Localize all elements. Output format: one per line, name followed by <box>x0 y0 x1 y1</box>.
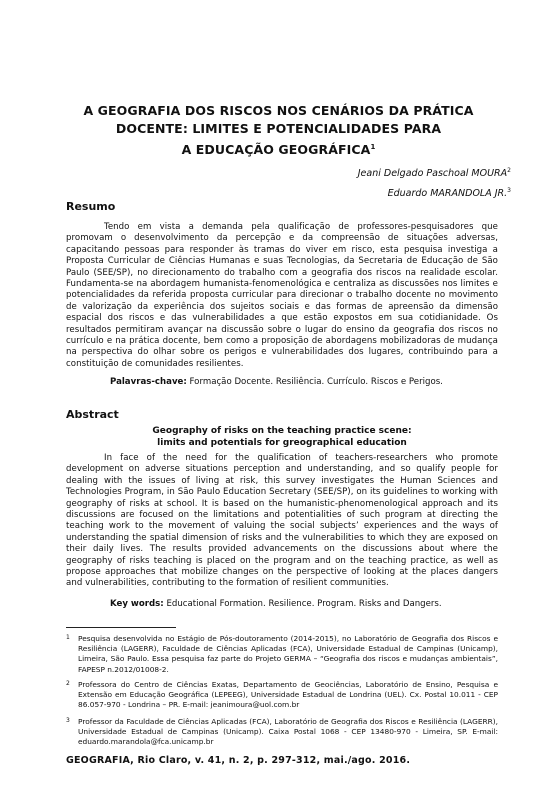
footnote-2-mark: 2 <box>66 680 70 687</box>
resumo-keywords-text: Formação Docente. Resiliência. Currículo. Riscos e Perigos. <box>189 377 443 387</box>
abstract-subtitle-line-1: Geography of risks on the teaching practice scene: <box>152 426 412 436</box>
title-footnote-mark[interactable]: 1 <box>370 143 376 151</box>
footnote-2-text: Professora do Centro de Ciências Exatas, Departamento de Geociências, Laboratório de Ensino, Pesquisa e Extensão em Educação Geográfica (LEPEEG), Universidade Estadual de Londrina (UEL). Cx. Postal 10.011 - CEP 86.057-970 - Londrina – PR. E-mail: jeanimoura@uol.com.br <box>78 680 498 710</box>
abstract-subtitle-line-2: limits and potentials for greographical education <box>157 438 407 448</box>
title-line-3-text: A EDUCAÇÃO GEOGRÁFICA <box>181 142 371 158</box>
resumo-keywords-label: Palavras-chave: <box>110 377 187 387</box>
footnote-3 <box>66 717 498 748</box>
abstract-keywords-label: Key words: <box>110 599 164 609</box>
author-2-mark[interactable]: 3 <box>507 187 511 195</box>
title-line-1: A GEOGRAFIA DOS RISCOS NOS CENÁRIOS DA PRÁTICA <box>83 103 474 118</box>
footnote-3-mark: 3 <box>66 717 70 724</box>
resumo-keywords <box>110 377 500 387</box>
author-2 <box>358 182 511 202</box>
resumo-text: Tendo em vista a demanda pela qualificação de professores-pesquisadores que promovam o desenvolvimento da percepção e da compreensão de situações adversas, capacitando pessoas para responder às tramas do viver em risco, esta pesquisa investiga a Proposta Curricular de Ciências Humanas e suas Tecnologias, da Secretaria de Educação de São Paulo (SEE/SP), no direcionamento do trabalho com a geografia dos riscos na realidade escolar. Fundamenta-se na abordagem humanista-fenomenológica e centraliza as discussões nos limites e potencialidades da referida proposta curricular para direcionar o trabalho docente no movimento de valorização da experiência dos sujeitos sociais e das formas de apreensão da dimensão espacial dos riscos e das vulnerabilidades a que estão expostos em sua cotidianidade. Os resultados permitiram avançar na discussão sobre o lugar do ensino da geografia dos riscos no currículo e na prática docente, bem como a proposição de abordagens mobilizadoras de mudança na perspectiva do olhar sobre os perigos e vulnerabilidades dos lugares, contribuindo para a constituição de comunidades resilientes. <box>66 222 498 369</box>
footnote-1-text: Pesquisa desenvolvida no Estágio de Pós-doutoramento (2014-2015), no Laboratório de Geografia dos Riscos e Resiliência (LAGERR), Faculdade de Ciências Aplicadas (FCA), Universidade Estadual de Campinas (Unicamp), Limeira, São Paulo. Essa pesquisa faz parte do Projeto GERMA – “Geografia dos riscos e mudanças ambientais”, FAPESP n.2012/01008-2. <box>78 634 498 674</box>
footnote-1-mark: 1 <box>66 634 70 641</box>
author-1 <box>358 162 511 182</box>
journal-footer: GEOGRAFIA, Rio Claro, v. 41, n. 2, p. 297-312, mai./ago. 2016. <box>66 755 411 766</box>
author-list <box>358 162 511 202</box>
resumo-heading: Resumo <box>66 200 116 213</box>
title-line-3 <box>60 138 497 159</box>
abstract-text: In face of the need for the qualification of teachers-researchers who promote development on adverse situations perception and understanding, and so qualify people for dealing with the issues of living at risk, this survey investigates the Human Sciences and Technologies Program, in São Paulo Education Secretary (SEE/SP), on its guidelines to working with geography of risks at school. It is based on the humanistic-phenomenological approach and its discussions are focused on the limitations and potentialities of such program at directing the teaching work to the movement of valuing the social subjects’ experiences and the ways of understanding the spatial dimension of risks and the vulnerabilities to which they are exposed on their daily lives. The results provided advancements on the discussions about where the geography of risks teaching is placed on the program and on the teaching practice, as well as propose approaches that mobilize changes on the perspective of looking at the places dangers and vulnerabilities, contributing to the formation of resilient communities. <box>66 453 498 589</box>
title-line-2: DOCENTE: LIMITES E POTENCIALIDADES PARA <box>115 121 442 136</box>
author-2-name: Eduardo MARANDOLA JR. <box>387 188 508 200</box>
footnote-1 <box>66 634 498 675</box>
footnote-2 <box>66 680 498 711</box>
author-1-mark[interactable]: 2 <box>507 167 511 174</box>
author-1-name: Jeani Delgado Paschoal MOURA <box>357 168 508 180</box>
footnote-3-text: Professor da Faculdade de Ciências Aplicadas (FCA), Laboratório de Geografia dos Riscos e Resiliência (LAGERR), Universidade Estadual de Campinas (Unicamp). Caixa Postal 1068 - CEP 13480-970 - Limeira, SP. E-mail: eduardo.marandola@fca.unicamp.br <box>78 717 498 747</box>
abstract-subtitle <box>66 425 498 449</box>
abstract-heading: Abstract <box>66 408 119 421</box>
abstract-keywords <box>110 599 500 609</box>
abstract-keywords-text: Educational Formation. Resilience. Program. Risks and Dangers. <box>166 599 442 609</box>
footnote-separator <box>66 627 176 628</box>
article-title <box>60 102 497 159</box>
